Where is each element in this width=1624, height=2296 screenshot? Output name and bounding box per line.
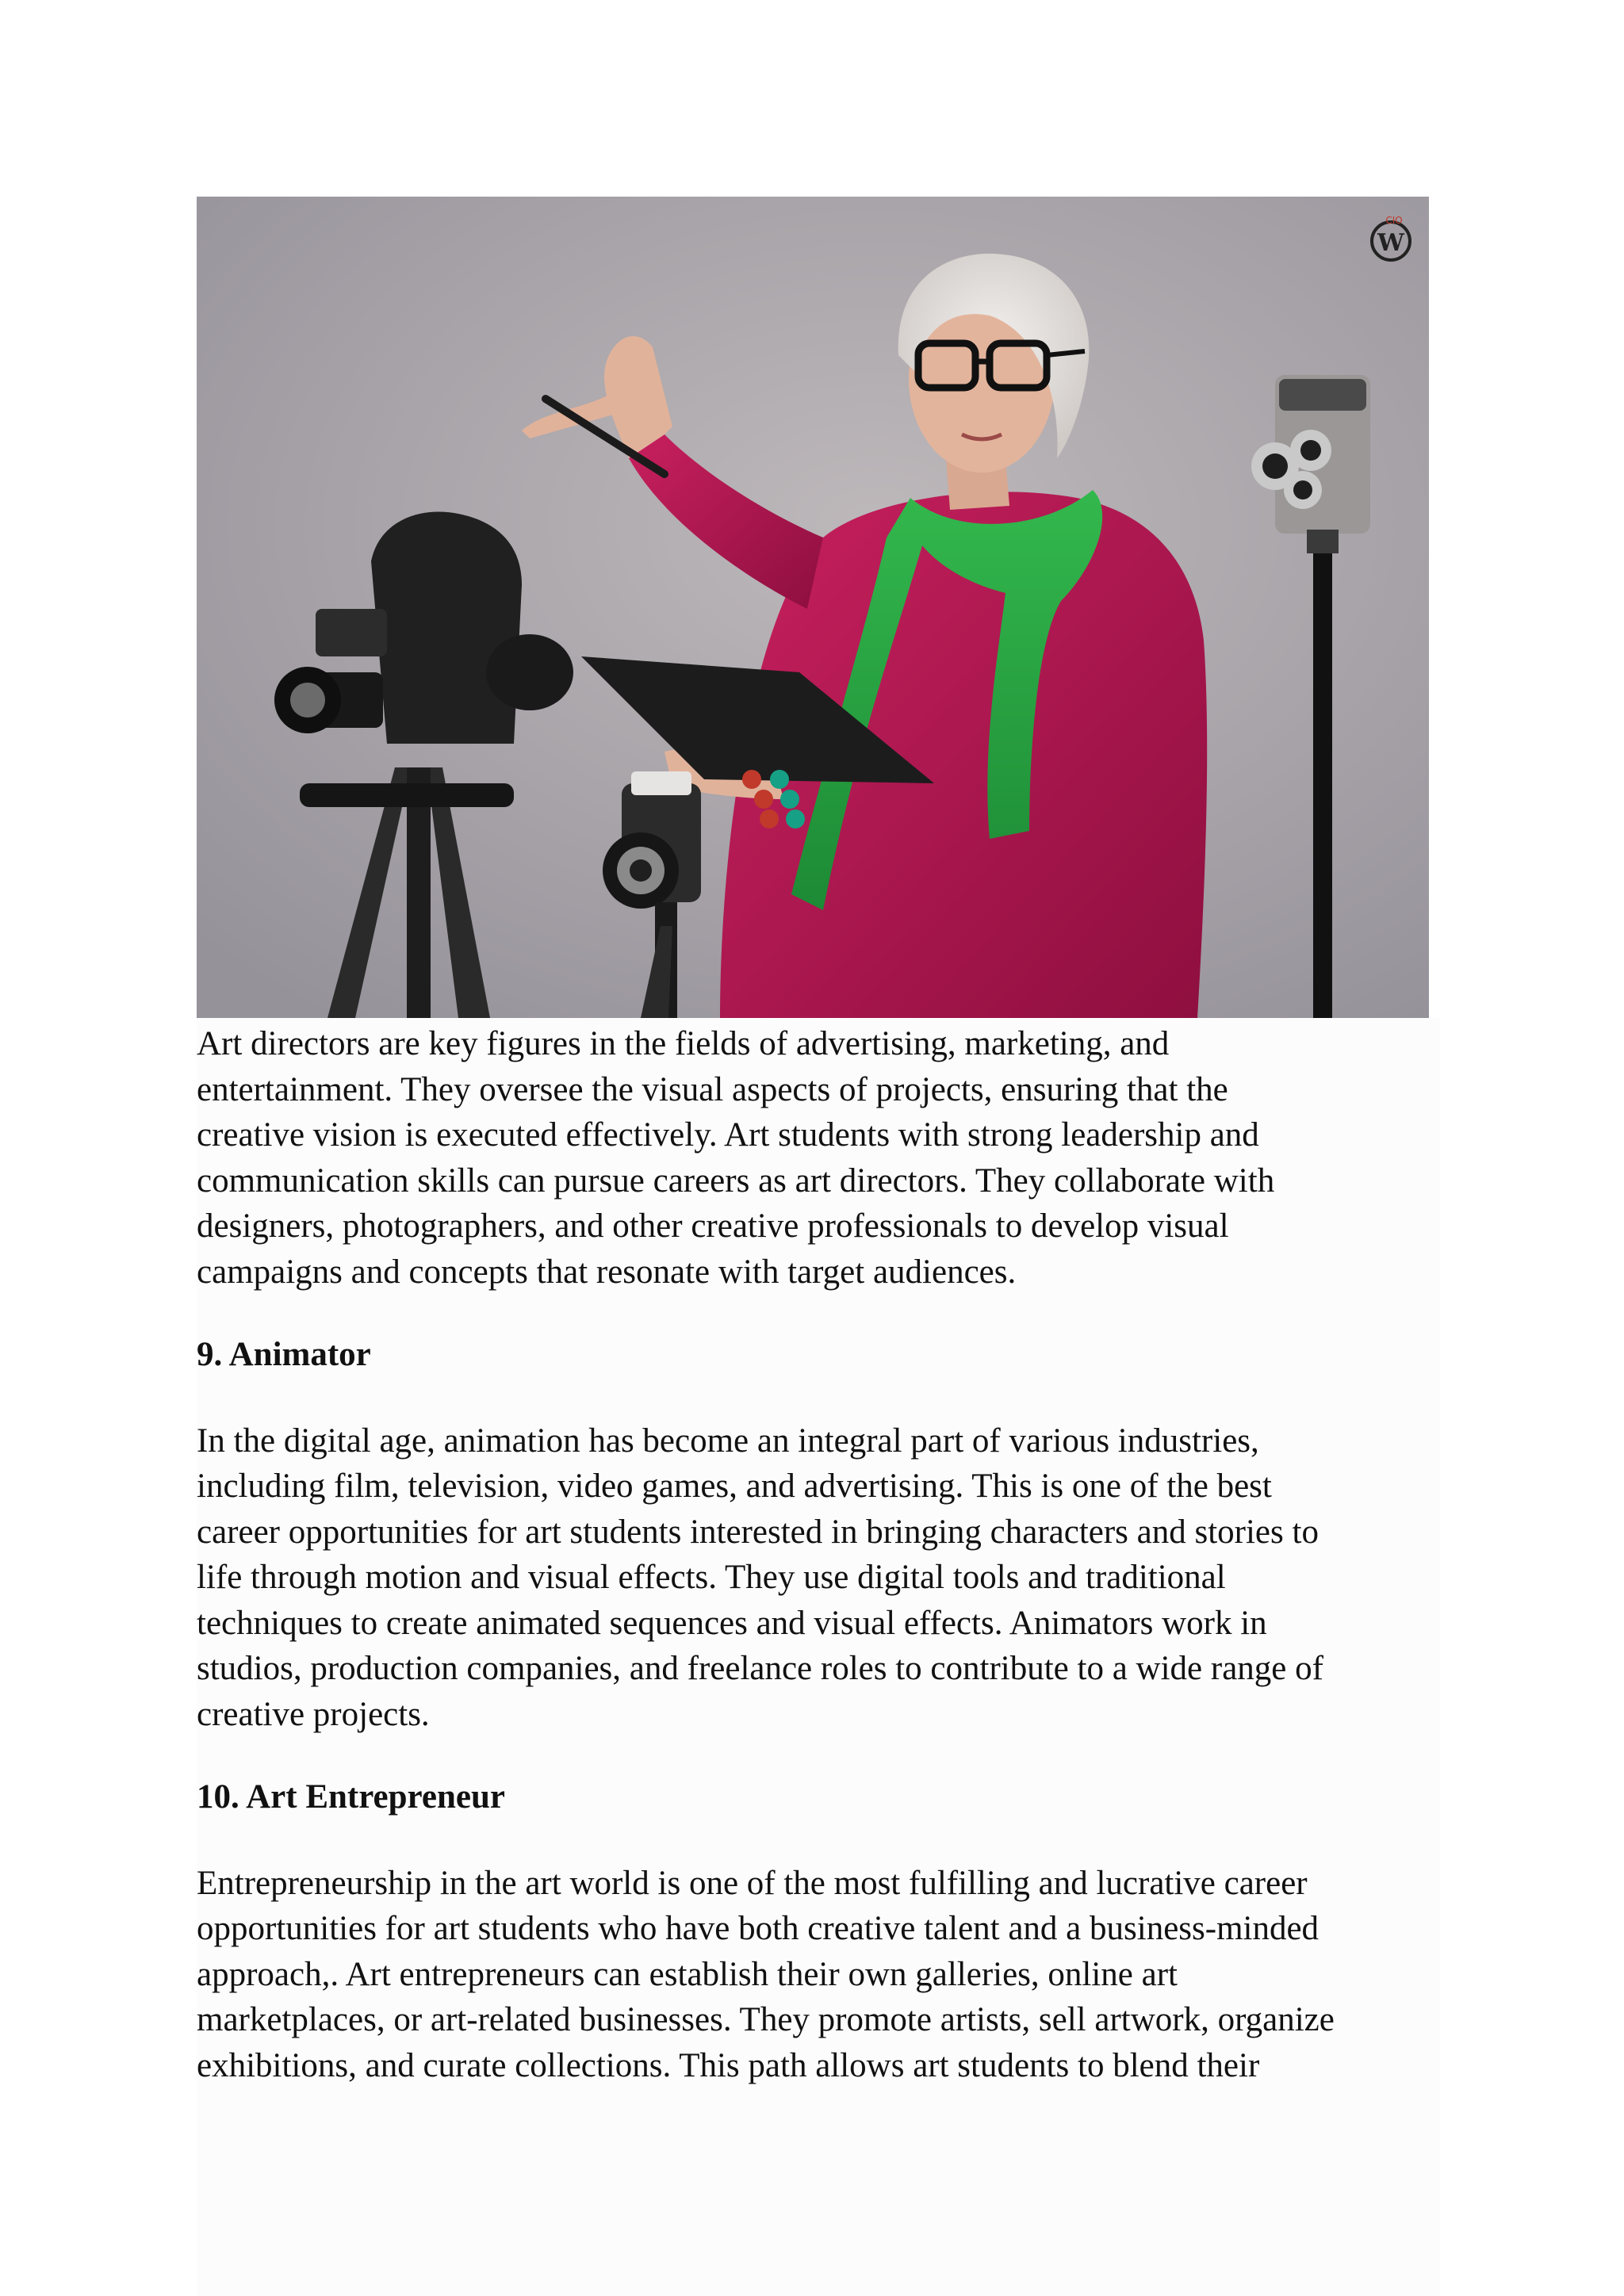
text-line: Art directors are key figures in the fields of advertising, marketing, and — [197, 1025, 1170, 1062]
section-heading-art-entrepreneur: 10. Art Entrepreneur — [197, 1778, 505, 1816]
paragraph-art-entrepreneur — [197, 1861, 1440, 2089]
text-line: creative vision is executed effectively. Art students with strong leadership and — [197, 1116, 1259, 1154]
text-line: In the digital age, animation has become an integral part of various industries, — [197, 1422, 1259, 1460]
text-line: including film, television, video games, and advertising. This is one of the best — [197, 1468, 1272, 1505]
svg-text:W: W — [1377, 229, 1404, 257]
text-line: marketplaces, or art-related businesses. They promote artists, sell artwork, organize — [197, 2001, 1335, 2038]
text-line: studios, production companies, and freelance roles to contribute to a wide range of — [197, 1650, 1323, 1687]
text-line: campaigns and concepts that resonate with target audiences. — [197, 1253, 1017, 1291]
text-line: opportunities for art students who have both creative talent and a business-minded — [197, 1910, 1320, 1947]
text-line: approach,. Art entrepreneurs can establish their own galleries, online art — [197, 1955, 1178, 1993]
text-line: entertainment. They oversee the visual aspects of projects, ensuring that the — [197, 1070, 1228, 1108]
article-photo — [197, 197, 1429, 1018]
article-body — [197, 1021, 1440, 2088]
text-line: career opportunities for art students interested in bringing characters and stories to — [197, 1513, 1319, 1551]
paragraph-animator — [197, 1418, 1440, 1738]
svg-text:CIO: CIO — [1385, 215, 1403, 226]
text-line: techniques to create animated sequences and visual effects. Animators work in — [197, 1604, 1267, 1642]
paragraph-art-director — [197, 1021, 1440, 1295]
text-line: creative projects. — [197, 1695, 430, 1733]
section-heading-animator: 9. Animator — [197, 1336, 371, 1373]
text-line: Entrepreneurship in the art world is one of the most fulfilling and lucrative career — [197, 1864, 1308, 1902]
text-line: designers, photographers, and other creative professionals to develop visual — [197, 1207, 1229, 1245]
text-line: life through motion and visual effects. They use digital tools and traditional — [197, 1559, 1226, 1596]
text-line: communication skills can pursue careers as art directors. They collaborate with — [197, 1161, 1275, 1200]
text-line: exhibitions, and curate collections. This path allows art students to blend their — [197, 2046, 1260, 2084]
